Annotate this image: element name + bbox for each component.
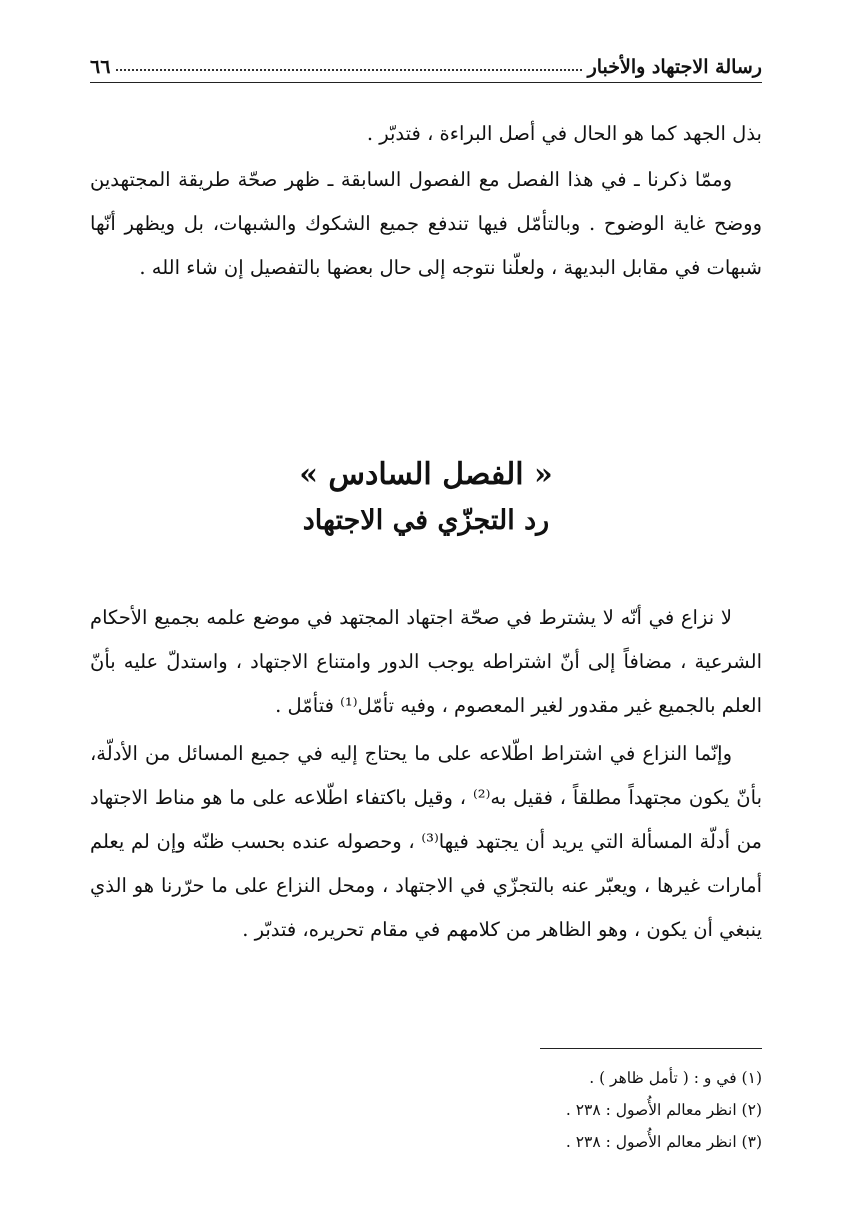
footnote-3: (٣) انظر معالم الأُصول : ٢٣٨ . [565,1133,762,1151]
footnote-2: (٢) انظر معالم الأُصول : ٢٣٨ . [565,1101,762,1119]
chapter-heading [90,452,762,544]
paragraph-4: وإنّما النزاع في اشتراط اطّلاعه على ما يحتاج إليه في جميع المسائل من الأدلّة، بأنّ يكون مجتهداً مطلقاً ، فقيل به⁽²⁾ ، وقيل باكتفاء اطّلاعه على ما هو مناط الاجتهاد من أدلّة المسألة التي يريد أن يجتهد فيها⁽³⁾ ، وحصوله عنده بحسب ظنّه وإن لم يعلم أمارات غيرها ، ويعبّر عنه بالتجزّي في الاجتهاد ، ومحل النزاع على ما حرّرنا هو الذي ينبغي أن يكون ، وهو الظاهر من كلامهم في مقام تحريره، فتدبّر . [90,742,763,941]
running-header [90,38,762,78]
footnote-1: (١) في و : ( تأمل ظاهر ) . [589,1069,762,1087]
chapter-title: « الفصل السادس » [299,457,553,492]
header-rule [90,82,762,83]
footnote-rule [540,1048,762,1049]
running-header-title: رسالة الاجتهاد والأخبار [587,56,762,78]
footnotes [90,1062,762,1158]
paragraph-1: بذل الجهد كما هو الحال في أصل البراءة ، فتدبّر . [366,122,762,145]
paragraph-3: لا نزاع في أنّه لا يشترط في صحّة اجتهاد المجتهد في موضع علمه بجميع الأحكام الشرعية ، مضافاً إلى أنّ اشتراطه يوجب الدور وامتناع الاجتهاد ، واستدلّ عليه بأنّ العلم بالجميع غير مقدور لغير المعصوم ، وفيه تأمّل⁽¹⁾ فتأمّل . [90,606,762,717]
page-number: ٦٦ [90,56,111,78]
leader-dots [116,69,581,71]
chapter-subtitle: رد التجزّي في الاجتهاد [302,505,550,536]
paragraph-2: وممّا ذكرنا ـ في هذا الفصل مع الفصول السابقة ـ ظهر صحّة طريقة المجتهدين ووضح غاية الوضوح . وبالتأمّل فيها تندفع جميع الشكوك والشبهات، بل ويظهر أنّها شبهات في مقابل البديهة ، ولعلّنا نتوجه إلى حال بعضها بالتفصيل إن شاء الله . [90,168,762,279]
